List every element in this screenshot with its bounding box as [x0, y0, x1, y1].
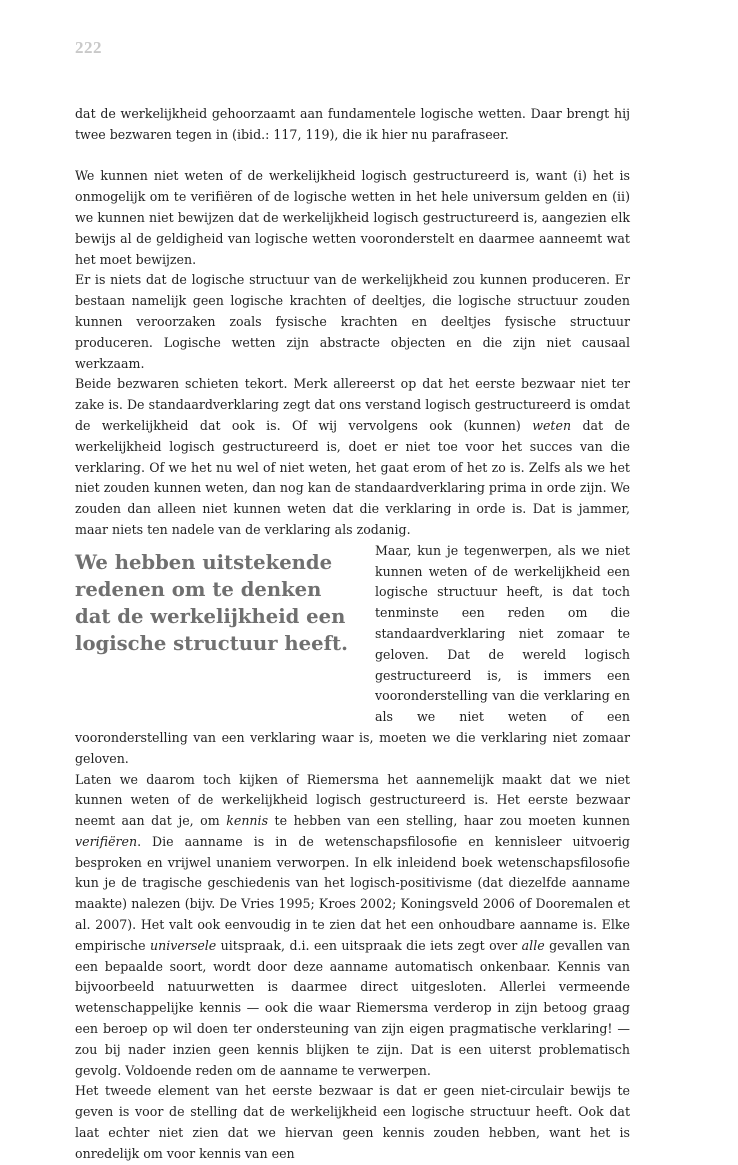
- paragraph: dat de werkelijkheid gehoorzaamt aan fundamentele logische wetten. Daar brengt hij twee bezwaren tegen in (ibid.: 117, 119), die ik hier nu parafraseer.: [75, 106, 630, 142]
- paragraph: Maar, kun je tegenwerpen, als we niet kunnen weten of de werkelijkheid een logische structuur heeft, is dat toch tenminste een reden om die standaardverklaring niet zomaar te geloven. Dat de wereld logisch gestructureerd is, is immers een vooronderstelling van die verklaring en als we niet weten of een vooronderstelling van een verklaring waar is, moeten we die verklaring niet zomaar geloven.: [75, 542, 630, 766]
- page-number: 222: [75, 38, 102, 57]
- paragraph: Beide bezwaren schieten tekort. Merk allereerst op dat het eerste bezwaar niet ter zake is. De standaardverklaring zegt dat ons verstand logisch gestructureerd is omdat de werkelijkheid dat ook is. Of wij vervolgens ook (kunnen) weten dat de werkelijkheid logisch gestructureerd is, doet er niet toe voor het succes van die verklaring. Of we het nu wel of niet weten, het gaat erom of het zo is. Zelfs als we het niet zouden kunnen weten, dan nog kan de standaardverklaring prima in orde zijn. We zouden dan alleen niet kunnen weten dat die verklaring in orde is. Dat is jammer, maar niets ten nadele van de verklaring als zodanig.: [75, 376, 630, 537]
- emphasis: verifiëren: [75, 833, 138, 849]
- emphasis: weten: [532, 417, 572, 433]
- paragraph: Laten we daarom toch kijken of Riemersma het aannemelijk maakt dat we niet kunnen weten of de werkelijkheid logisch gestructureerd is. Het eerste bezwaar neemt aan dat je, om kennis te hebben van een stelling, haar zou moeten kunnen verifiëren. Die aanname is in de wetenschapsfilosofie en kennisleer uitvoerig besproken en vrijwel unaniem verworpen. In elk inleidend boek wetenschapsfilosofie kun je de tragische geschiedenis van het logisch-positivisme (dat diezelfde aanname maakte) nalezen (bijv. De Vries 1995; Kroes 2002; Koningsveld 2006 of Dooremalen et al. 2007). Het valt ook eenvoudig in te zien dat het een onhoudbare aanname is. Elke empirische universele uitspraak, d.i. een uitspraak die iets zegt over alle gevallen van een bepaalde soort, wordt door deze aanname automatisch onkenbaar. Kennis van bijvoorbeeld natuurwetten is daarmee direct uitgesloten. Allerlei vermeende wetenschappelijke kennis — ook die waar Riemersma verderop in zijn betoog graag een beroep op wil doen ter ondersteuning van zijn eigen pragmatische verklaring! — zou bij nader inzien geen kennis blijken te zijn. Dat is een uiterst problematisch gevolg. Voldoende reden om de aanname te verwerpen.: [75, 771, 630, 1078]
- paragraph: Het tweede element van het eerste bezwaar is dat er geen niet-circulair bewijs te geven is voor de stelling dat de werkelijkheid een logische structuur heeft. Ook dat laat echter niet zien dat we hiervan geen kennis zouden hebben, want het is onredelijk om voor kennis van een: [75, 1083, 630, 1161]
- emphasis: universele: [150, 937, 217, 953]
- pull-quote: We hebben uitstekende redenen om te denken dat de werkelijkheid een logische structuur heeft.: [75, 550, 348, 655]
- paragraph: Er is niets dat de logische structuur van de werkelijkheid zou kunnen produceren. Er bestaan namelijk geen logische krachten of deeltjes, die logische structuur zouden kunnen veroorzaken zoals fysische krachten en deeltjes fysische structuur produceren. Logische wetten zijn abstracte objecten en die zijn niet causaal werkzaam.: [75, 272, 630, 371]
- emphasis: kennis: [226, 813, 269, 829]
- body-text: [75, 104, 630, 1165]
- paragraph: We kunnen niet weten of de werkelijkheid logisch gestructureerd is, want (i) het is onmogelijk om te verifiëren of de logische wetten in het hele universum gelden en (ii) we kunnen niet bewijzen dat de werkelijkheid logisch gestructureerd is, aangezien elk bewijs al de geldigheid van logische wetten vooronderstelt en daarmee aanneemt wat het moet bewijzen.: [75, 168, 630, 267]
- emphasis: alle: [521, 937, 545, 953]
